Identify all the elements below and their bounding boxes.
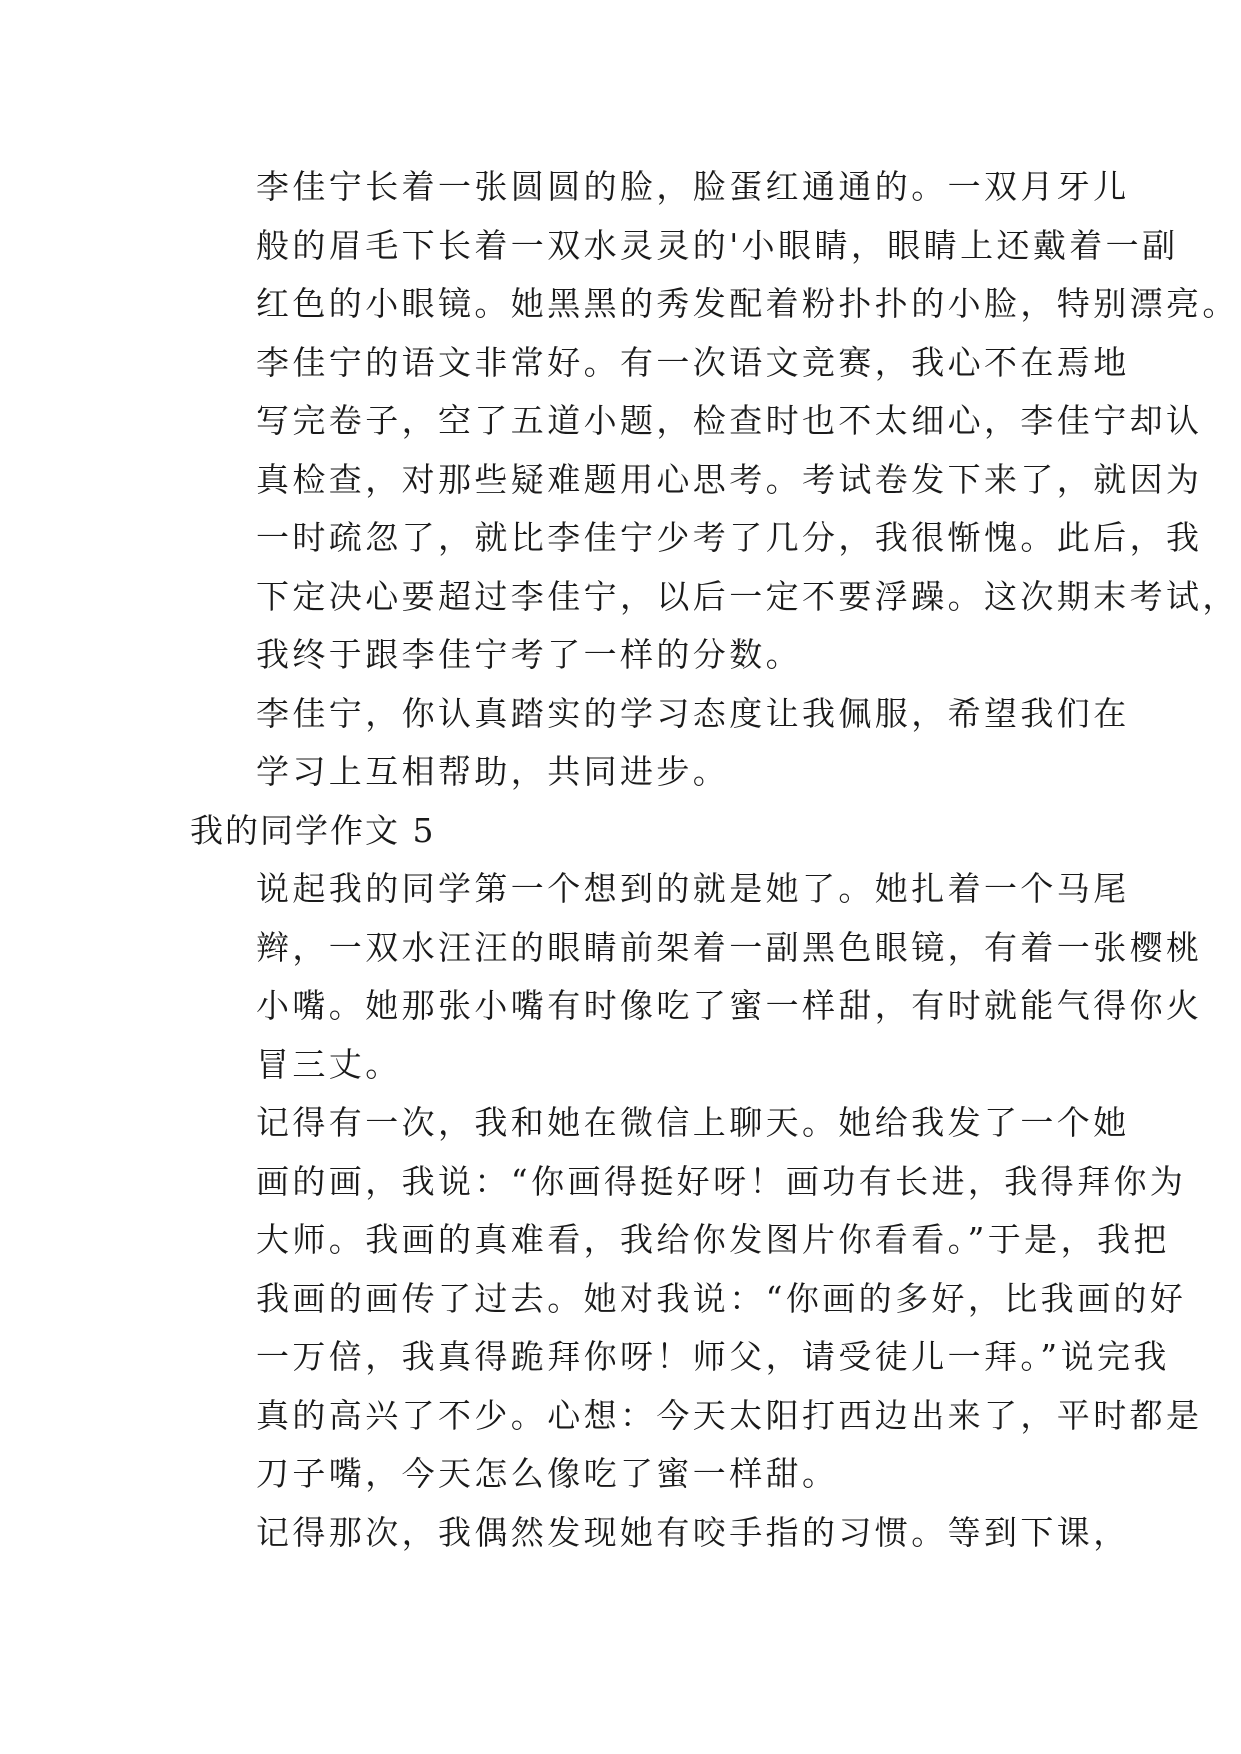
paragraph xyxy=(190,158,1239,334)
text-line: 下定决心要超过李佳宁，以后一定不要浮躁。这次期末考试， xyxy=(256,576,1239,616)
text-line: 我画的画传了过去。她对我说：“你画的多好，比我画的好 xyxy=(256,1278,1187,1318)
text-line: 一万倍，我真得跪拜你呀！师父，请受徒儿一拜。”说完我 xyxy=(256,1337,1170,1376)
text-line: 我终于跟李佳宁考了一样的分数。 xyxy=(256,635,802,674)
paragraph xyxy=(190,860,1203,1094)
text-line: 李佳宁的语文非常好。有一次语文竞赛，我心不在焉地 xyxy=(256,342,1130,382)
text-line: 红色的小眼镜。她黑黑的秀发配着粉扑扑的小脸，特别漂亮。 xyxy=(256,284,1239,323)
text-line: 真检查，对那些疑难题用心思考。考试卷发下来了，就因为 xyxy=(256,459,1203,499)
text-line: 刀子嘴，今天怎么像吃了蜜一样甜。 xyxy=(256,1454,839,1493)
text-line: 说起我的同学第一个想到的就是她了。她扎着一个马尾 xyxy=(256,869,1130,908)
text-line: 辫，一双水汪汪的眼睛前架着一副黑色眼镜，有着一张樱桃 xyxy=(256,927,1203,967)
text-line: 记得那次，我偶然发现她有咬手指的习惯。等到下课， xyxy=(256,1512,1130,1552)
paragraph xyxy=(190,334,1239,685)
text-line: 记得有一次，我和她在微信上聊天。她给我发了一个她 xyxy=(256,1103,1130,1142)
section-heading xyxy=(190,802,1052,861)
text-line: 大师。我画的真难看，我给你发图片你看看。”于是，我把 xyxy=(256,1220,1170,1259)
text-line: 李佳宁，你认真踏实的学习态度让我佩服，希望我们在 xyxy=(256,693,1130,733)
text-line: 学习上互相帮助，共同进步。 xyxy=(256,752,730,791)
text-line: 我的同学作文 5 xyxy=(190,810,436,850)
text-line: 真的高兴了不少。心想：今天太阳打西边出来了，平时都是 xyxy=(256,1395,1203,1435)
text-line: 写完卷子，空了五道小题，检查时也不太细心，李佳宁却认 xyxy=(256,401,1203,440)
text-line: 冒三丈。 xyxy=(256,1044,402,1084)
paragraph xyxy=(190,1094,1203,1504)
text-line: 画的画，我说：“你画得挺好呀！画功有长进，我得拜你为 xyxy=(256,1161,1187,1201)
text-line: 李佳宁长着一张圆圆的脸，脸蛋红通通的。一双月牙儿 xyxy=(256,167,1130,206)
text-line: 一时疏忽了，就比李佳宁少考了几分，我很惭愧。此后，我 xyxy=(256,518,1203,557)
text-line: 小嘴。她那张小嘴有时像吃了蜜一样甜，有时就能气得你火 xyxy=(256,986,1203,1025)
document-body xyxy=(190,158,1239,1562)
text-line: 般的眉毛下长着一双水灵灵的'小眼睛，眼睛上还戴着一副 xyxy=(256,225,1179,265)
paragraph xyxy=(190,685,1130,802)
paragraph xyxy=(190,1504,1130,1563)
